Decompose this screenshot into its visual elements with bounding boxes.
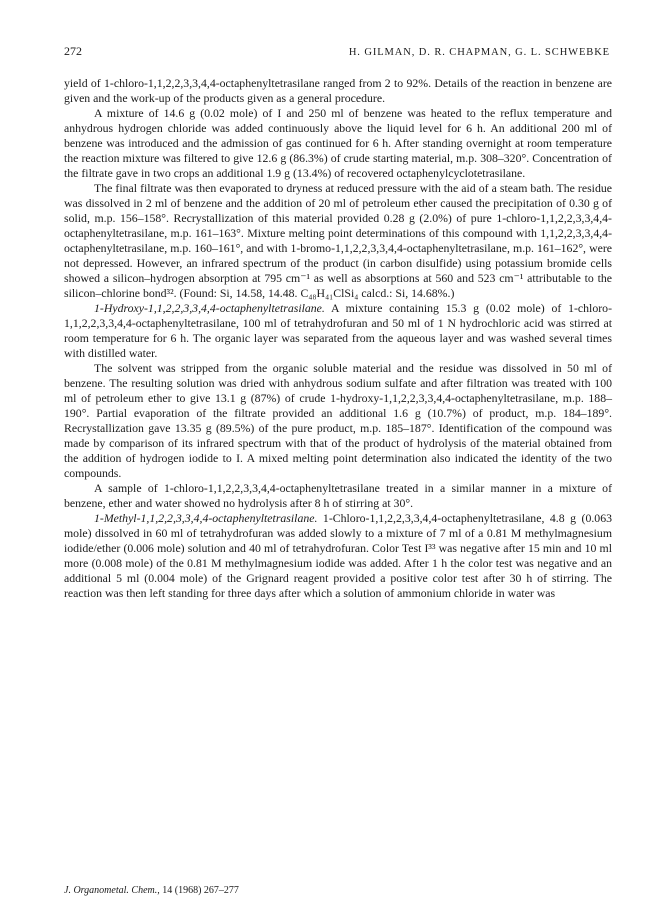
paragraph-1: yield of 1-chloro-1,1,2,2,3,3,4,4-octaphenyltetrasilane ranged from 2 to 92%. Details of the reaction in benzene are given and the work-up of the products given as a general procedure. <box>64 76 612 105</box>
paragraph-7-text: 1-Chloro-1,1,2,2,3,3,4,4-octaphenyltetrasilane, 4.8 g (0.063 mole) dissolved in 60 ml of tetrahydrofuran was added slowly to a mixture of 7 ml of a 0.81 M methylmagnesium iodide/ether (0.006 mole) solution and 40 ml of tetrahydrofuran. Color Test I³³ was negative after 15 min and 10 ml more (0.008 mole) of the 0.81 M methylmagnesium iodide was added. After 1 h the color test was negative and an additional 5 ml (0.004 mole) of the Grignard reagent provided a positive color test after 30 h of stirring. The reaction was then left standing for three days after which a solution of ammonium chloride in water was <box>64 511 612 600</box>
compound-heading-hydroxy: 1-Hydroxy-1,1,2,2,3,3,4,4-octaphenyltetrasilane. <box>94 301 325 315</box>
paragraph-7 <box>64 511 612 601</box>
paragraph-5: The solvent was stripped from the organic soluble material and the residue was dissolved in 50 ml of benzene. The resulting solution was dried with anhydrous sodium sulfate and after filtration was treated with 100 ml of petroleum ether to give 13.1 g (87%) of crude 1-hydroxy-1,1,2,2,3,3,4,4-octaphenyltetrasilane, m.p. 188–190°. Partial evaporation of the filtrate provided an additional 1.6 g (10.7%) of product, m.p. 184–189°. Recrystallization gave 13.35 g (89.5%) of the pure product, m.p. 185–187°. Identification of the compound was made by comparison of its infrared spectrum with that of the product of hydrolysis of the material obtained from the addition of hydrogen iodide to I. A mixed melting point determination also indicated the identity of the two compounds. <box>64 361 612 480</box>
running-head: H. GILMAN, D. R. CHAPMAN, G. L. SCHWEBKE <box>348 47 610 58</box>
journal-citation: 14 (1968) 267–277 <box>159 885 239 896</box>
page-header <box>64 44 610 59</box>
article-body <box>64 76 612 601</box>
paragraph-4 <box>64 301 612 361</box>
page-number: 272 <box>64 44 82 58</box>
paragraph-2: A mixture of 14.6 g (0.02 mole) of I and 250 ml of benzene was heated to the reflux temperature and anhydrous hydrogen chloride was added continuously above the liquid level for 6 h. An additional 200 ml of benzene was introduced and the admission of gas continued for 6 h. After standing overnight at room temperature the reaction mixture was filtered to give 12.6 g (86.3%) of crude starting material, m.p. 308–320°. Concentration of the filtrate gave in two crops an additional 1.9 g (13.4%) of recovered octaphenylcyclotetrasilane. <box>64 106 612 180</box>
paragraph-4-text: A mixture containing 15.3 g (0.02 mole) of 1-chloro-1,1,2,2,3,3,4,4-octaphenyltetrasilane, 100 ml of tetrahydrofuran and 50 ml of 1 N hydrochloric acid was stirred at room temperature for 6 h. The organic layer was separated from the aqueous layer and was washed several times with distilled water. <box>64 301 612 360</box>
paragraph-6: A sample of 1-chloro-1,1,2,2,3,3,4,4-octaphenyltetrasilane treated in a similar manner in a mixture of benzene, ether and water showed no hydrolysis after 8 h of stirring at 30°. <box>64 481 612 510</box>
journal-name: J. Organometal. Chem., <box>64 885 160 896</box>
page-footer <box>64 885 612 896</box>
paragraph-3: The final filtrate was then evaporated to dryness at reduced pressure with the aid of a steam bath. The residue was dissolved in 2 ml of benzene and the addition of 20 ml of petroleum ether caused the precipitation of 0.30 g of solid, m.p. 156–158°. Recrystallization of this material provided 0.28 g (2.0%) of pure 1-chloro-1,1,2,2,3,3,4,4-octaphenyltetrasilane, m.p. 161–163°. Mixture melting point determinations of this compound with 1,1,2,2,3,3,4,4-octaphenyltetrasilane, m.p. 160–161°, and with 1-bromo-1,1,2,2,3,3,4,4-octaphenyltetrasilane, m.p. 161–162°, were not depressed. However, an infrared spectrum of the product (in carbon disulfide) using potassium bromide cells showed a silicon–hydrogen absorption at 795 cm⁻¹ as well as absorptions at 560 and 523 cm⁻¹ attributable to the silicon–chlorine bond³². (Found: Si, 14.58, 14.48. C₄₈H₄₁ClSi₄ calcd.: Si, 14.68%.) <box>64 181 612 300</box>
compound-heading-methyl: 1-Methyl-1,1,2,2,3,3,4,4-octaphenyltetrasilane. <box>94 511 318 525</box>
